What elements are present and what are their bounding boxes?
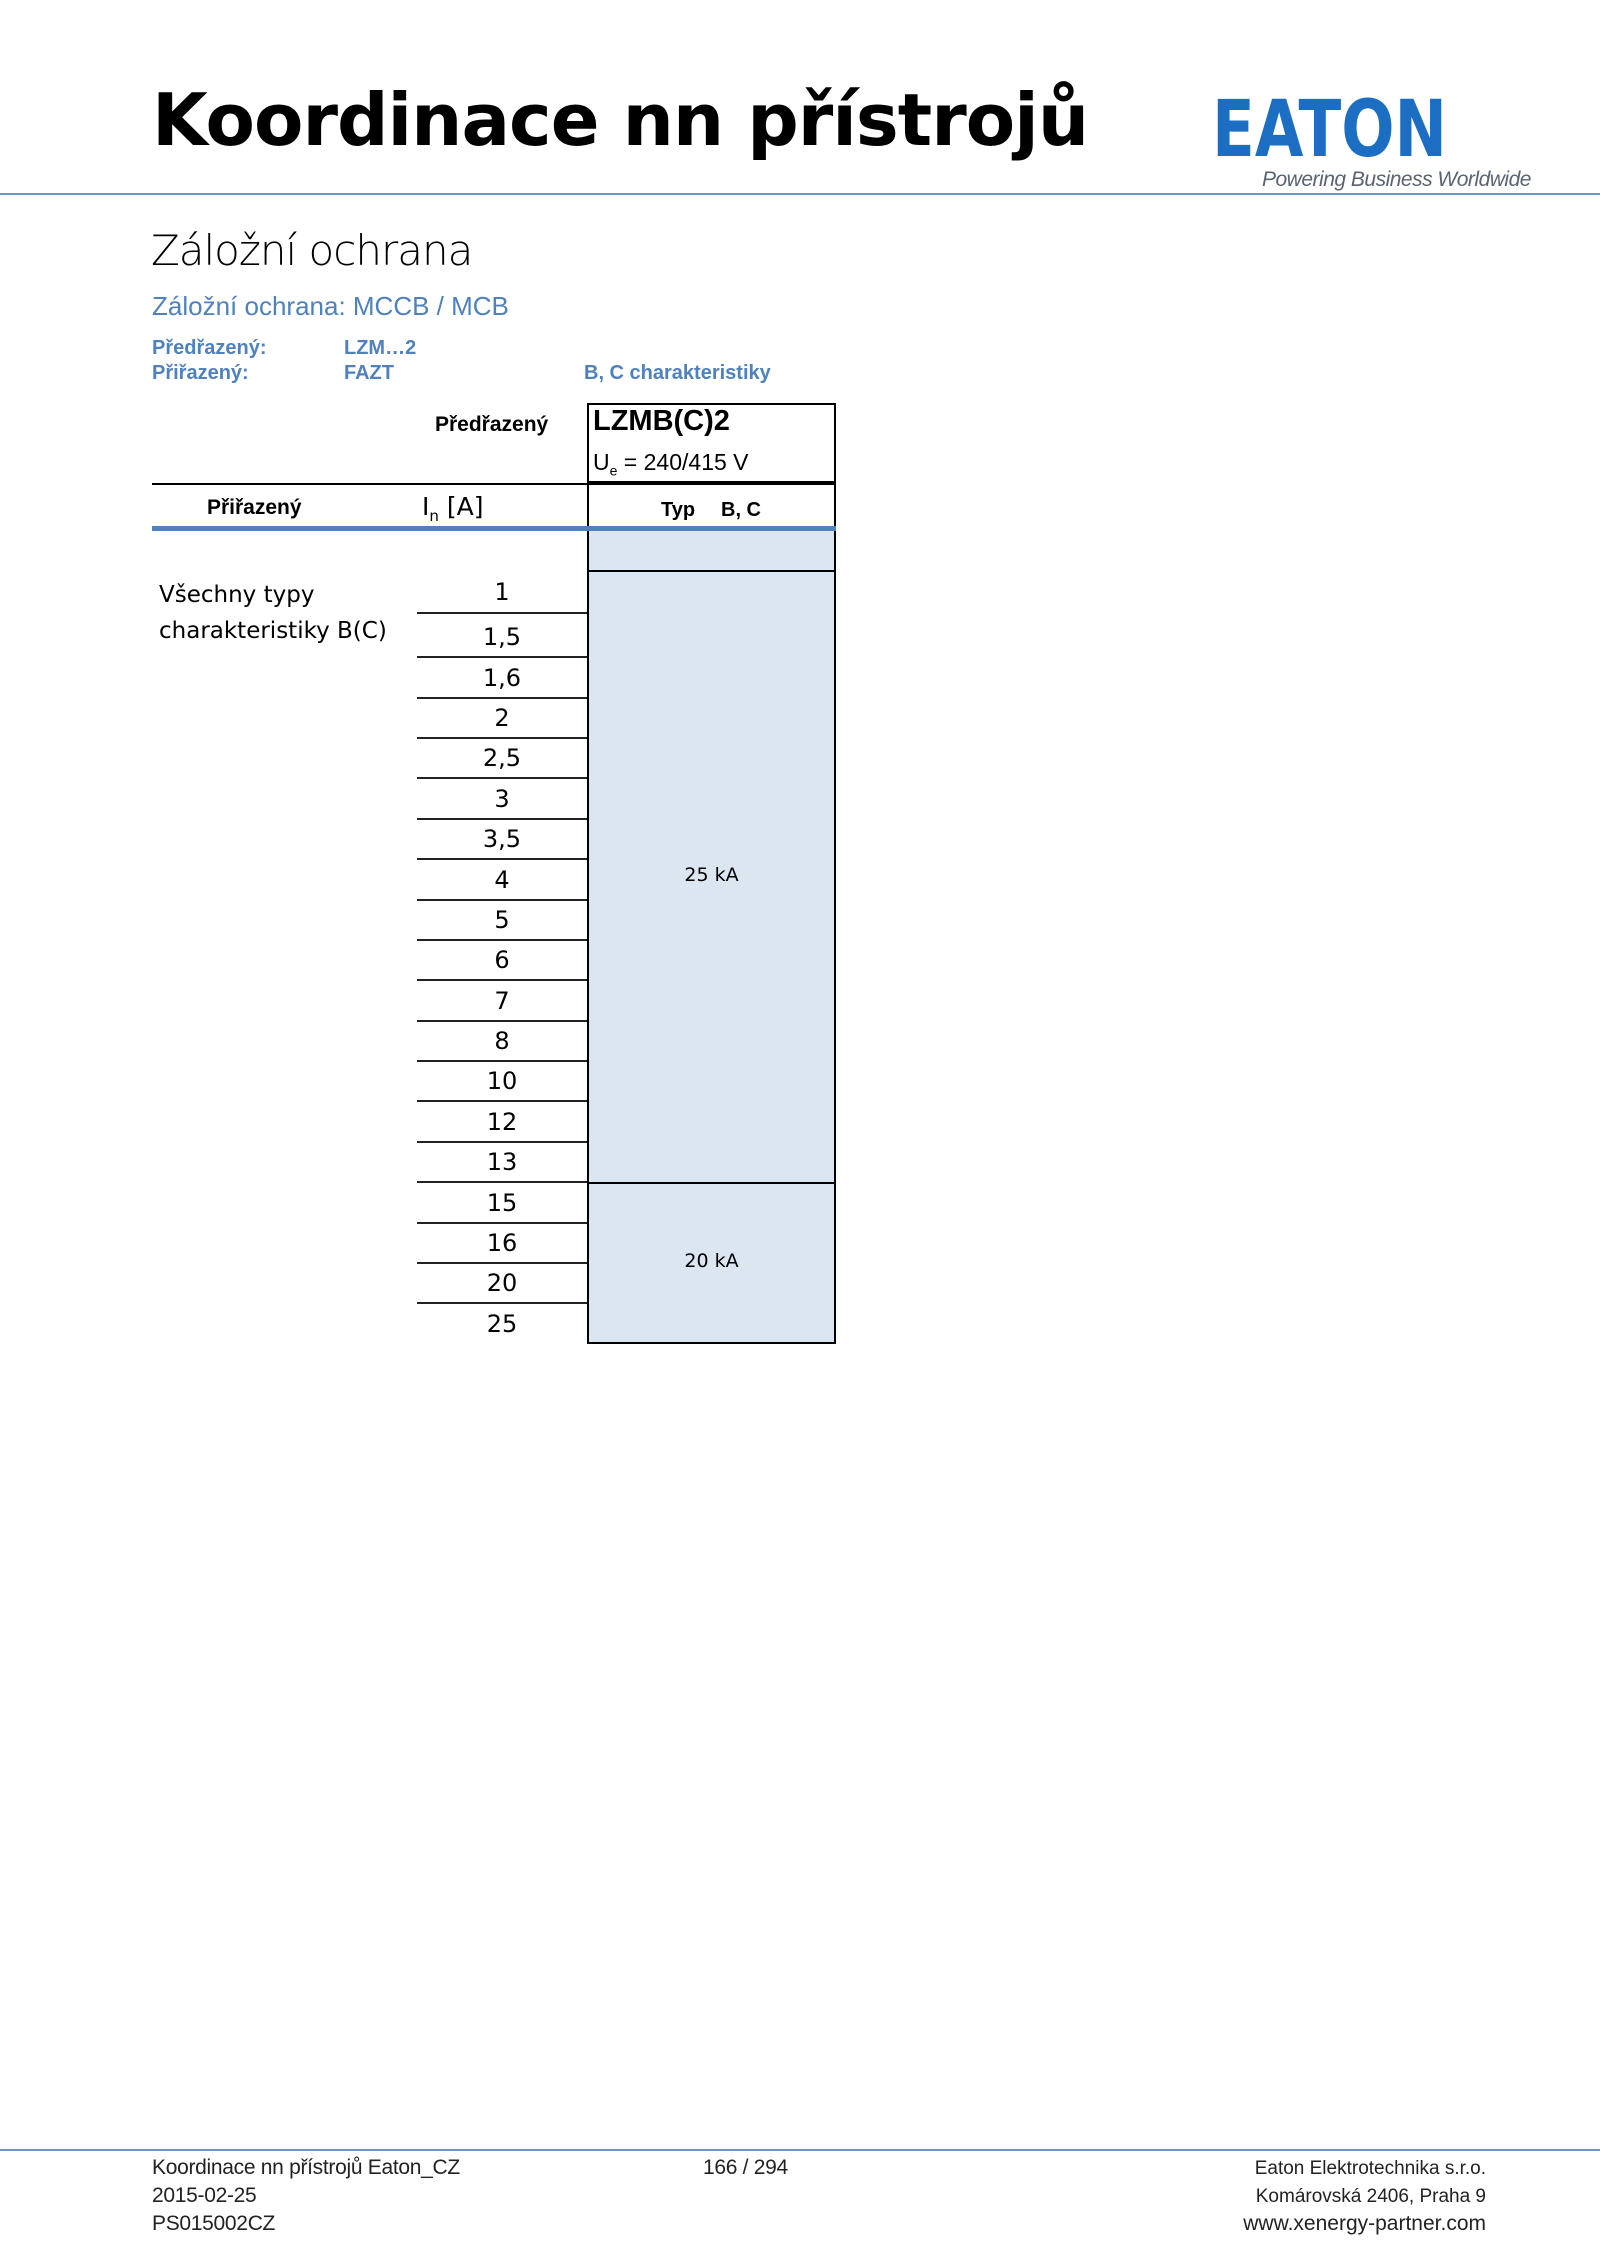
- section-subtitle: Záložní ochrana: MCCB / MCB: [152, 291, 509, 321]
- eaton-logo: [1212, 85, 1447, 175]
- svg-text:EATON: EATON: [1212, 85, 1447, 175]
- current-value: 1,6: [482, 664, 522, 692]
- row-line: [417, 979, 587, 981]
- footer-doc-title: Koordinace nn přístrojů Eaton_CZ: [152, 2156, 460, 2179]
- header-divider: [0, 193, 1600, 195]
- downstream-value: FAZT: [344, 362, 394, 384]
- downstream-column-header: Přiřazený: [207, 496, 302, 519]
- current-value: 1: [494, 578, 510, 606]
- current-value: 2,5: [482, 744, 522, 772]
- row-line: [417, 1141, 587, 1143]
- row-line: [417, 612, 587, 614]
- characteristics-label: B, C charakteristiky: [584, 362, 771, 384]
- row-line: [417, 858, 587, 860]
- page-number: 166 / 294: [703, 2156, 788, 2179]
- type-value: B, C: [721, 499, 761, 521]
- footer-web: www.xenergy-partner.com: [1243, 2212, 1486, 2235]
- current-value: 7: [494, 987, 510, 1015]
- row-line: [417, 1222, 587, 1224]
- row-line: [417, 737, 587, 739]
- row-line: [417, 1262, 587, 1264]
- group-label-line1: Všechny typy: [159, 582, 315, 608]
- current-value: 3,5: [482, 825, 522, 853]
- current-value: 4: [494, 866, 510, 894]
- upstream-label: Předřazený:: [152, 337, 267, 359]
- upstream-column-header: Předřazený: [435, 413, 549, 436]
- current-value: 3: [494, 785, 510, 813]
- page-title: Koordinace nn přístrojů: [152, 78, 1089, 162]
- type-header-cell: [587, 485, 836, 527]
- current-value: 12: [486, 1108, 518, 1136]
- logo-tagline: Powering Business Worldwide: [1262, 168, 1531, 191]
- row-line: [417, 1020, 587, 1022]
- device-name: LZMB(C)2: [593, 405, 730, 437]
- row-line: [417, 1100, 587, 1102]
- row-line: [417, 656, 587, 658]
- type-label: Typ: [661, 499, 696, 521]
- row-line: [417, 939, 587, 941]
- current-column-header: $I_n$ [A]: [422, 492, 484, 525]
- upstream-value: LZM…2: [344, 337, 417, 359]
- footer-company: Eaton Elektrotechnika s.r.o.: [1254, 2158, 1486, 2179]
- current-value: 25: [486, 1310, 518, 1338]
- current-value: 15: [486, 1189, 518, 1217]
- current-value: 13: [486, 1148, 518, 1176]
- current-value: 10: [486, 1067, 518, 1095]
- section-title: Záložní ochrana: [151, 226, 473, 275]
- row-line: [417, 899, 587, 901]
- current-value: 5: [494, 906, 510, 934]
- current-value: 1,5: [482, 623, 522, 651]
- current-value: 20: [486, 1269, 518, 1297]
- current-value: 16: [486, 1229, 518, 1257]
- footer-date: 2015-02-25: [152, 2184, 257, 2207]
- current-value: 6: [494, 946, 510, 974]
- row-line: [417, 1060, 587, 1062]
- footer-code: PS015002CZ: [152, 2212, 276, 2235]
- footer-divider: [0, 2149, 1600, 2151]
- row-line: [417, 777, 587, 779]
- current-value: 2: [494, 704, 510, 732]
- rating-20ka: 20 kA: [684, 1250, 739, 1272]
- voltage-rating: $U_e = 240/415$ V: [593, 449, 749, 479]
- row-line: [417, 818, 587, 820]
- group-label-line2: charakteristiky B(C): [159, 618, 387, 644]
- row-line: [417, 1181, 587, 1183]
- row-line: [417, 1302, 587, 1304]
- downstream-label: Přiřazený:: [152, 362, 249, 384]
- spacer-cell: [587, 531, 836, 571]
- current-value: 8: [494, 1027, 510, 1055]
- row-line: [417, 697, 587, 699]
- rating-25ka: 25 kA: [684, 864, 739, 886]
- footer-address: Komárovská 2406, Praha 9: [1255, 2186, 1486, 2207]
